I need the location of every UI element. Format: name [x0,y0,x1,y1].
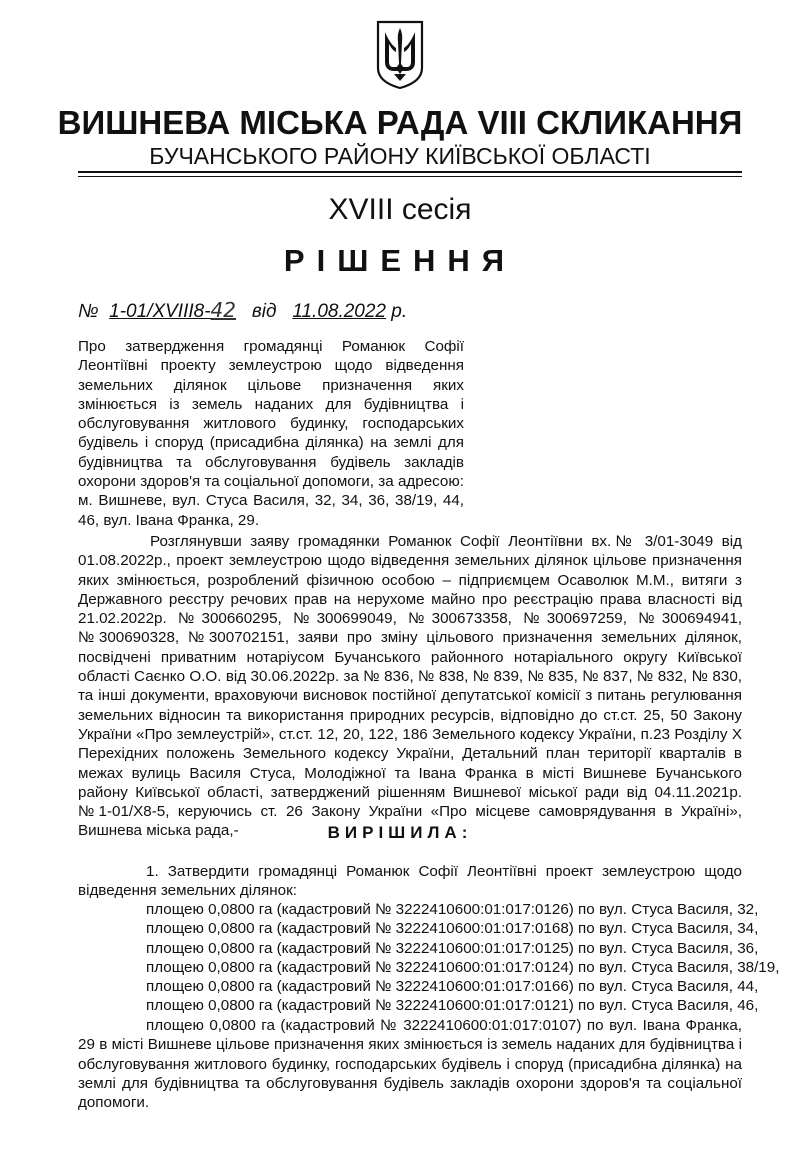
plot-list [146,900,780,1016]
decision-number [78,298,407,323]
resolved-heading: ВИРІШИЛА: [327,823,473,842]
coat-of-arms-icon [375,20,425,90]
date-suffix: р. [391,301,408,322]
list-item: площею 0,0800 га (кадастровий № 3222410600:01:017:0124) по вул. Стуса Василя, 38/19, [146,958,780,976]
council-name: ВИШНЕВА МІСЬКА РАДА VIII СКЛИКАННЯ [57,104,743,141]
item-1 [78,862,742,901]
handwritten-number: 42 [210,298,236,322]
number-value: 1-01/XVIII8- [109,301,211,322]
from-word: від [251,301,277,322]
list-item: площею 0,0800 га (кадастровий № 3222410600:01:017:0121) по вул. Стуса Василя, 46, [146,997,759,1015]
list-item: площею 0,0800 га (кадастровий № 3222410600:01:017:0126) по вул. Стуса Василя, 32, [146,901,759,918]
session-title: XVIII сесія [328,193,472,226]
document-title: РІШЕННЯ [283,243,517,278]
list-item: площею 0,0800 га (кадастровий № 3222410600:01:017:0125) по вул. Стуса Василя, 36, [146,939,759,957]
number-prefix: № [78,301,99,322]
item-1-closing [78,1016,742,1112]
district-name: БУЧАНСЬКОГО РАЙОНУ КИЇВСЬКОЇ ОБЛАСТІ [149,143,651,169]
header-divider-thick [78,171,742,173]
decision-subject [78,337,464,530]
subject-text: Про затвердження громадянці Романюк Софії Леонтіївні проекту землеустрою щодо відведення земельних ділянок цільове призначення яких змінюється із земель наданих для будівництва і обслуговування житлового будинку, господарських будівель і споруд (присадибна ділянка) на землі для будівництва та обслуговування будівель закладів охорони здоров'я та соціальної допомоги, за адресою: м. Вишневе, вул. Стуса Василя, 32, 34, 36, 38/19, 44, 46, вул. Івана Франка, 29. [78,338,464,529]
decision-date: 11.08.2022 [292,301,386,322]
header-divider-thin [78,176,742,177]
closing-text: площею 0,0800 га (кадастровий № 3222410600:01:017:0107) по вул. Івана Франка, 29 в місті Вишневе цільове призначення яких змінюється із земель наданих для будівництва і обслуговування житлового будинку, господарських будівель і споруд (присадибна ділянка) на землі для будівництва та обслуговування будівель закладів охорони здоров'я та соціальної допомоги. [78,1017,742,1112]
preamble [78,532,742,841]
list-item: площею 0,0800 га (кадастровий № 3222410600:01:017:0166) по вул. Стуса Василя, 44, [146,978,759,996]
list-item: площею 0,0800 га (кадастровий № 3222410600:01:017:0168) по вул. Стуса Василя, 34, [146,920,759,938]
item-1-intro: 1. Затвердити громадянці Романюк Софії Леонтіївні проект землеустрою щодо відведення земельних ділянок: [78,863,742,900]
preamble-text: Розглянувши заяву громадянки Романюк Софії Леонтіївни вх.№ 3/01-3049 від 01.08.2022р., проект землеустрою щодо відведення земельних ділянок цільове призначення яких змінюється, розроблений фізичною особою – підприємцем Осаволюк М.М., витяги з Державного реєстру речових прав на нерухоме майно про реєстрацію права власності від 21.02.2022р. №300660295, №300699049, №300673358, №300697259, №300694941, №300690328, №300702151, заяви про зміну цільового призначення земельних ділянок, посвідчені приватним нотаріусом Бучанського районного нотаріального округу Київської області Саєнко О.О. від 30.06.2022р. за № 836, № 838, № 839, № 835, № 837, № 832, № 830, та інші документи, враховуючи висновок постійної депутатської комісії з питань регулювання земельних відносин та використання природних ресурсів, відповідно до ст.ст. 25, 50 Закону України «Про землеустрій», ст.ст. 12, 20, 122, 186 Земельного кодексу України, п.23 Розділу X Перехідних положень Земельного кодексу України, Детальний план території кварталів в межах вулиць Василя Стуса, Молодіжної та Івана Франка в місті Вишневе Бучанського району Київської області, затверджений рішенням Вишневої міської ради від 04.11.2021р. №1-01/X8-5, керуючись ст. 26 Закону України «Про місцеве самоврядування в Україні», Вишнева міська рада,- [78,533,742,840]
